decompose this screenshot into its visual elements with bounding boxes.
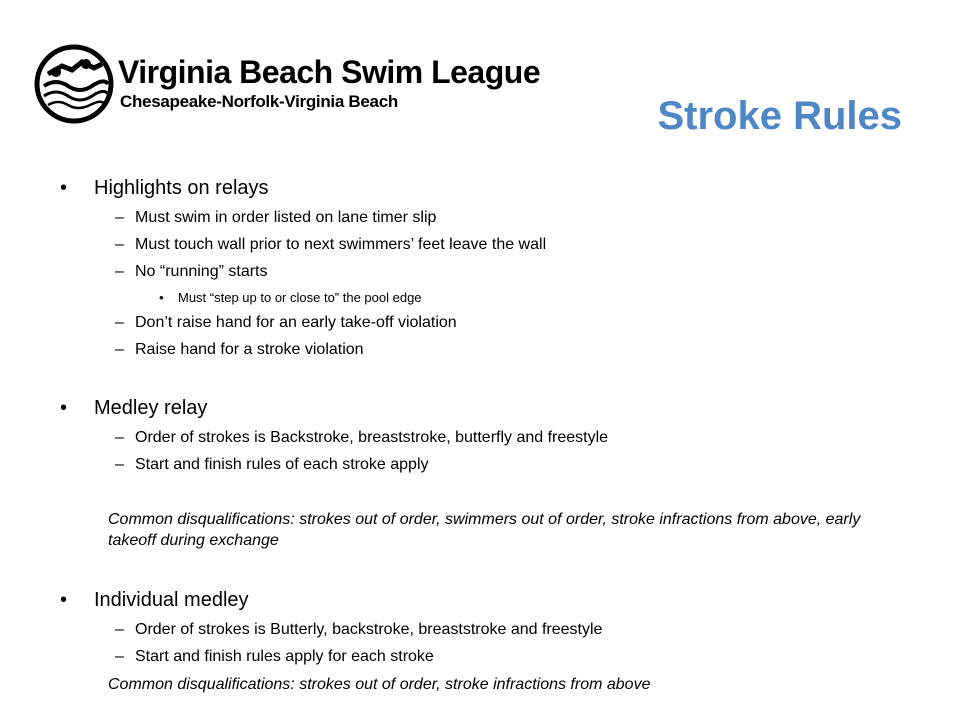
- individual-medley-item: – Start and finish rules apply for each stroke: [135, 648, 434, 666]
- swimmer-logo-icon: [34, 44, 114, 124]
- logo-league-subtitle: Chesapeake-Norfolk-Virginia Beach: [120, 92, 398, 111]
- medley-relay-item: – Order of strokes is Backstroke, breaststroke, butterfly and freestyle: [135, 429, 608, 447]
- relay-item: – Don’t raise hand for an early take-off violation: [135, 314, 457, 332]
- relay-subitem: • Must “step up to or close to” the pool edge: [178, 290, 422, 305]
- relay-item: – Must swim in order listed on lane timer slip: [135, 209, 436, 227]
- slide-title: Stroke Rules: [657, 94, 902, 138]
- bullet-relays-heading: • Highlights on relays: [94, 177, 269, 200]
- bullet-individual-medley-heading: • Individual medley: [94, 589, 249, 612]
- individual-medley-dq-note: Common disqualifications: strokes out of order, stroke infractions from above: [108, 676, 651, 693]
- relay-item: – Must touch wall prior to next swimmers’ feet leave the wall: [135, 236, 546, 254]
- individual-medley-item: – Order of strokes is Butterly, backstroke, breaststroke and freestyle: [135, 621, 602, 639]
- logo-league-name: Virginia Beach Swim League: [118, 54, 541, 90]
- league-logo: [34, 44, 554, 126]
- medley-relay-dq-note: Common disqualifications: strokes out of order, swimmers out of order, stroke infractions from above, early takeoff during exchange: [108, 511, 861, 549]
- relay-item: – No “running” starts: [135, 263, 268, 281]
- bullet-medley-relay-heading: • Medley relay: [94, 397, 207, 420]
- relay-item: – Raise hand for a stroke violation: [135, 341, 364, 359]
- medley-relay-item: – Start and finish rules of each stroke apply: [135, 456, 429, 474]
